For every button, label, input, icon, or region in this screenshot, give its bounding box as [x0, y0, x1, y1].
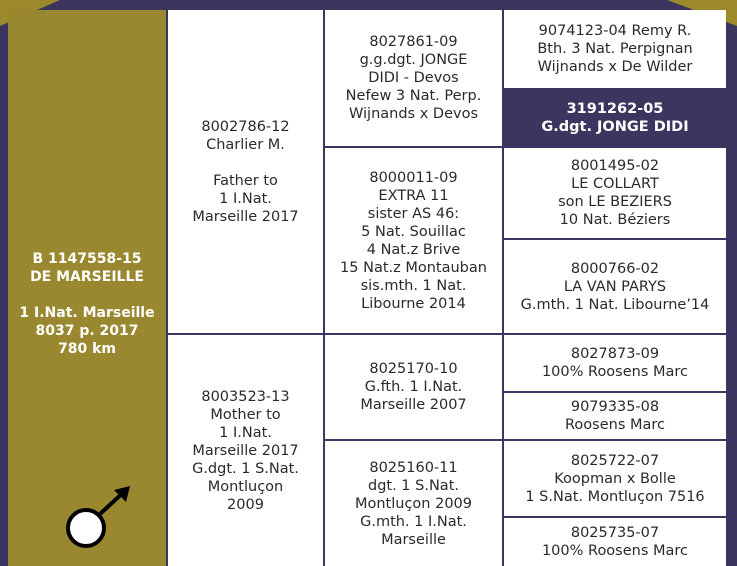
line: 100% Roosens Marc: [541, 543, 689, 559]
great-grandparent-fff-cell: [504, 10, 726, 88]
line: Roosens Marc: [564, 417, 665, 433]
maternal-grandfather-cell: [325, 335, 502, 439]
line: G.mth. 1 Nat. Libourne’14: [520, 296, 710, 313]
mother-cell: [168, 335, 323, 566]
great-grandparent-mmf-cell: [504, 441, 726, 516]
line: Marseille 2007: [360, 397, 467, 413]
line: 8000766-02: [570, 260, 660, 277]
subject-name: DE MARSEILLE: [30, 269, 144, 285]
line: G.dgt. JONGE DIDI: [541, 119, 689, 135]
great-grandparent-fmf-cell: [504, 148, 726, 238]
line: 8025735-07: [570, 525, 660, 541]
great-grandparent-ffm-cell: [504, 90, 726, 146]
line: 8001495-02: [570, 158, 660, 174]
subject-participants: 8037 p. 2017: [35, 323, 139, 339]
line: LE COLLART: [571, 176, 659, 192]
mother-note: G.dgt. 1 S.Nat.: [192, 460, 299, 477]
father-ring: 8002786-12: [201, 118, 290, 135]
line: 8025722-07: [570, 452, 660, 469]
line: Wijnands x De Wilder: [537, 59, 693, 75]
great-grandparent-fmm-cell: [504, 240, 726, 333]
paternal-grandmother-cell: [325, 148, 502, 333]
line: LA VAN PARYS: [563, 278, 667, 295]
great-grandparent-mmm-cell: [504, 518, 726, 566]
line: 15 Nat.z Montauban: [340, 259, 487, 276]
line: Wijnands x Devos: [349, 106, 478, 122]
subject-cell: [8, 10, 166, 566]
mother-note: Montluçon: [207, 478, 284, 495]
father-note: Father to: [213, 172, 278, 189]
mother-note: 2009: [227, 496, 264, 513]
mother-note: Mother to: [210, 406, 281, 423]
line: dgt. 1 S.Nat.: [368, 477, 459, 494]
line: 3191262-05: [566, 101, 664, 117]
line: DIDI - Devos: [368, 70, 459, 86]
line: 8000011-09: [369, 169, 458, 186]
line: Nefew 3 Nat. Perp.: [345, 88, 482, 104]
line: G.fth. 1 I.Nat.: [364, 379, 463, 395]
father-note: Marseille 2017: [192, 208, 299, 225]
subject-ring: B 1147558-15: [32, 251, 142, 267]
line: Montluçon 2009: [354, 495, 473, 512]
great-grandparent-mff-cell: [504, 335, 726, 391]
male-symbol-icon: [64, 482, 144, 552]
father-cell: [168, 10, 323, 333]
line: 8027861-09: [369, 34, 458, 50]
line: 1 S.Nat. Montluçon 7516: [525, 488, 705, 505]
mother-ring: 8003523-13: [201, 388, 290, 405]
line: 8025170-10: [369, 361, 458, 377]
line: son LE BEZIERS: [558, 194, 672, 210]
line: 10 Nat. Béziers: [559, 212, 671, 228]
line: g.g.dgt. JONGE: [359, 52, 468, 68]
line: 4 Nat.z Brive: [366, 241, 461, 258]
line: EXTRA 11: [378, 187, 449, 204]
subject-distance: 780 km: [58, 341, 116, 357]
mother-note: 1 I.Nat.: [219, 424, 272, 441]
line: 100% Roosens Marc: [541, 364, 689, 380]
line: 9074123-04 Remy R.: [538, 23, 692, 39]
line: Bth. 3 Nat. Perpignan: [537, 41, 693, 57]
line: Koopman x Bolle: [554, 470, 676, 487]
line: sister AS 46:: [367, 205, 460, 222]
mother-note: Marseille 2017: [192, 442, 299, 459]
line: 8027873-09: [570, 346, 660, 362]
pedigree-table: [8, 10, 720, 559]
father-note: 1 I.Nat.: [219, 190, 272, 207]
line: 9079335-08: [570, 399, 660, 415]
line: Libourne 2014: [361, 295, 466, 312]
line: G.mth. 1 I.Nat.: [360, 513, 467, 530]
paternal-grandfather-cell: [325, 10, 502, 146]
line: 8025160-11: [369, 459, 458, 476]
subject-result: 1 I.Nat. Marseille: [19, 305, 155, 321]
maternal-grandmother-cell: [325, 441, 502, 566]
father-breeder: Charlier M.: [206, 136, 285, 153]
great-grandparent-mfm-cell: [504, 393, 726, 439]
line: 5 Nat. Souillac: [361, 223, 466, 240]
line: Marseille: [381, 531, 446, 548]
line: sis.mth. 1 Nat.: [360, 277, 467, 294]
